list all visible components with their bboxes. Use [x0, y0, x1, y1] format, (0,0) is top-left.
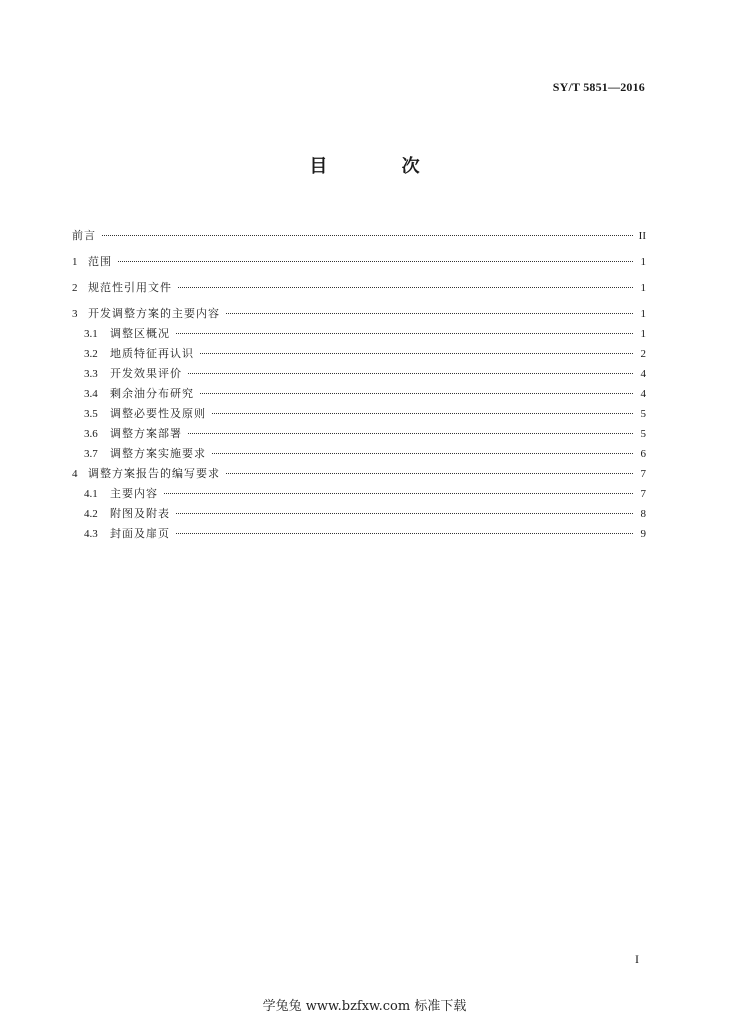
table-of-contents	[72, 226, 646, 544]
toc-subentry[interactable]	[72, 384, 646, 404]
toc-subentry[interactable]	[72, 484, 646, 504]
toc-leader-dots	[164, 493, 633, 494]
toc-leader-dots	[176, 513, 633, 514]
toc-entry-number: 4.1	[84, 488, 98, 500]
toc-entry[interactable]	[72, 252, 646, 272]
toc-entry-page: 8	[640, 508, 646, 520]
toc-leader-dots	[188, 373, 633, 374]
toc-entry-page: 4	[640, 368, 646, 380]
toc-leader-dots	[200, 393, 633, 394]
toc-entry-label: 剩余油分布研究	[110, 387, 194, 400]
toc-entry-label: 开发效果评价	[110, 367, 182, 380]
toc-entry-page: 5	[640, 408, 646, 420]
toc-entry-number: 3.4	[84, 388, 98, 400]
toc-subentry[interactable]	[72, 424, 646, 444]
toc-entry-label: 调整方案实施要求	[110, 447, 206, 460]
toc-subentry[interactable]	[72, 344, 646, 364]
toc-leader-dots	[176, 333, 633, 334]
toc-entry-label: 主要内容	[110, 487, 158, 500]
toc-entry-number: 2	[72, 282, 78, 294]
toc-entry-number: 3.1	[84, 328, 98, 340]
toc-entry-page: 7	[640, 488, 646, 500]
toc-subentry[interactable]	[72, 324, 646, 344]
toc-leader-dots	[188, 433, 633, 434]
toc-entry-number: 4	[72, 468, 78, 480]
toc-entry-label: 开发调整方案的主要内容	[88, 307, 220, 320]
toc-entry-number: 3.2	[84, 348, 98, 360]
page-folio: I	[635, 952, 639, 966]
toc-entry-number: 1	[72, 256, 78, 268]
toc-entry-page: 1	[640, 282, 646, 294]
toc-subentry[interactable]	[72, 524, 646, 544]
toc-entry-number: 4.2	[84, 508, 98, 520]
toc-entry-number: 3	[72, 308, 78, 320]
toc-entry[interactable]	[72, 464, 646, 484]
toc-leader-dots	[226, 313, 633, 314]
toc-entry[interactable]	[72, 304, 646, 324]
toc-leader-dots	[200, 353, 633, 354]
toc-leader-dots	[178, 287, 633, 288]
toc-entry-page: 2	[640, 348, 646, 360]
page-title: 目 次	[309, 156, 454, 177]
toc-entry-label: 前言	[72, 229, 96, 242]
standard-code: SY/T 5851—2016	[552, 80, 645, 94]
toc-leader-dots	[212, 453, 633, 454]
toc-entry-page: 7	[640, 468, 646, 480]
toc-entry-page: 9	[640, 528, 646, 540]
toc-entry-page: 6	[640, 448, 646, 460]
toc-entry-page: 4	[640, 388, 646, 400]
toc-entry-number: 3.7	[84, 448, 98, 460]
toc-entry-label: 附图及附表	[110, 507, 170, 520]
toc-subentry[interactable]	[72, 404, 646, 424]
toc-entry-label: 规范性引用文件	[88, 281, 172, 294]
toc-subentry[interactable]	[72, 444, 646, 464]
toc-entry-number: 4.3	[84, 528, 98, 540]
toc-entry-label: 地质特征再认识	[110, 347, 194, 360]
toc-leader-dots	[226, 473, 633, 474]
toc-entry-label: 范围	[88, 255, 112, 268]
toc-entry-page: 1	[640, 256, 646, 268]
toc-leader-dots	[102, 235, 633, 236]
toc-entry-number: 3.6	[84, 428, 98, 440]
toc-entry-label: 调整方案报告的编写要求	[88, 467, 220, 480]
toc-entry-label: 封面及扉页	[110, 527, 170, 540]
toc-leader-dots	[118, 261, 633, 262]
toc-subentry[interactable]	[72, 364, 646, 384]
toc-leader-dots	[176, 533, 633, 534]
toc-entry[interactable]	[72, 278, 646, 298]
toc-entry-page: 1	[640, 308, 646, 320]
toc-entry-number: 3.5	[84, 408, 98, 420]
site-watermark: 学兔兔 www.bzfxw.com 标准下载	[262, 999, 467, 1014]
toc-entry-label: 调整区概况	[110, 327, 170, 340]
toc-subentry[interactable]	[72, 504, 646, 524]
toc-leader-dots	[212, 413, 633, 414]
toc-entry-page: 5	[640, 428, 646, 440]
toc-entry-label: 调整必要性及原则	[110, 407, 206, 420]
toc-entry-label: 调整方案部署	[110, 427, 182, 440]
toc-entry[interactable]	[72, 226, 646, 246]
toc-entry-page: II	[638, 230, 646, 242]
toc-entry-page: 1	[640, 328, 646, 340]
toc-entry-number: 3.3	[84, 368, 98, 380]
